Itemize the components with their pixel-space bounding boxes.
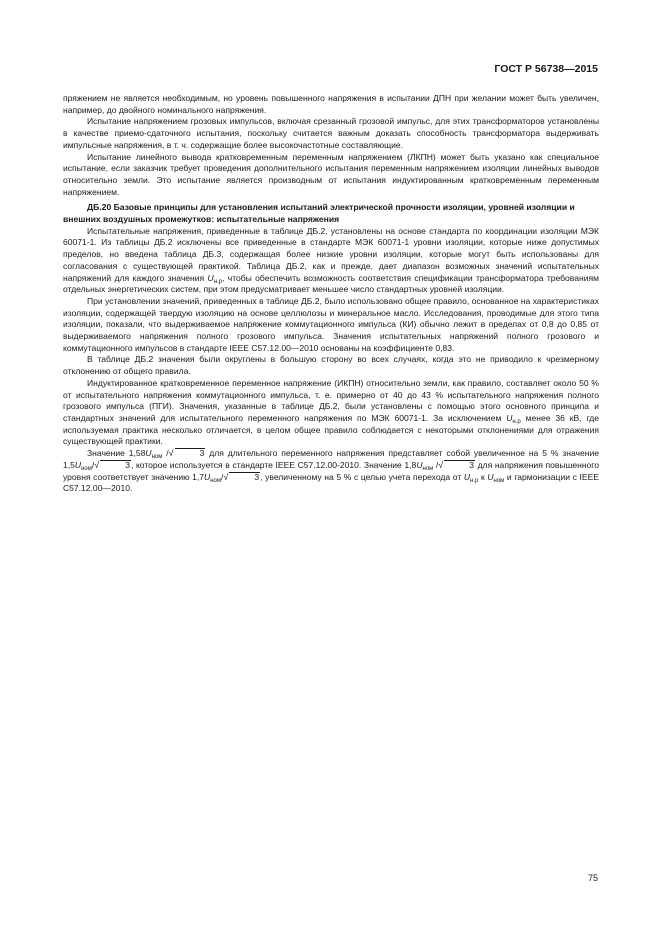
sqrt-symbol: √	[438, 459, 444, 470]
paragraph-general-rule: При установлении значений, приведенных в таблице ДБ.2, было использовано общее правило, основанное на характеристиках изоляции, содержащей твердую изоляцию на основе целлюлозы и минеральное масло. Исследования, проводимые для этого типа изоляции, показали, что выдерживаемое напряжение коммутационного импульса (КИ) обычно лежит в пределах от 0,8 до 0,85 от выдерживаемого напряжения полного грозового импульса. Значения испытательных напряжений полного грозового и коммутационного импульсов в стандарте IEEE C57.12.00—2010 основаны на коэффициенте 0,83.	[63, 295, 599, 353]
paragraph-lkpn-test: Испытание линейного вывода кратковременным переменным напряжением (ЛКПН) может быть указано как специальное испытание, если заказчик требует проведения дополнительного испытания переменным напряжением изоляции линейных выводов относительно земли. Это испытание является производным от испытания индуктированным кратковременным переменным напряжением.	[63, 151, 599, 197]
voltage-subscript: н.р	[213, 278, 223, 285]
paragraph-test-voltages: Испытательные напряжения, приведенные в таблице ДБ.2, установлены на основе стандарта по координации изоляции МЭК 60071-1. Из таблицы ДБ.2 исключены все приведенные в стандарте МЭК 60071-1 уровни изоляции, которые ниже допустимых пределов, но введена таблица ДБ.3, содержащая более низкие уровни изоляции, которые могут быть использованы для согласования с существующей практикой. Таблица ДБ.2, как и прежде, дает диапазон возможных значений испытательных напряжений для каждого значения $U_{н.р}$, чтобы обеспечить возможность соответствия спецификации трансформатора требованиям отдельных энергетических систем, при этом предусматривает меньшее число стандартных уровней изоляции.	[63, 225, 599, 295]
sqrt-symbol: √	[223, 471, 229, 482]
document-body	[63, 93, 599, 495]
paragraph-values-formula: Значение $1,58U_{ном}$ /√ 3 для длительного переменного напряжения представляет собой увеличенное на 5 % значение $1,5U_{ном}/√$ 3, которое используется в стандарте IEEE C57.12.00-2010. Значение $1,8U_{ном}$ /√ 3 для напряжения повышенного уровня соответствует значению $1,7U_{ном}/√$ 3, увеличенному на 5 % с целью учета перехода от $U_{н.р}$ к $U_{ном}$ и гармонизации с IEEE C57.12.00—2010.	[63, 448, 599, 494]
voltage-subscript: н.р	[512, 418, 521, 425]
paragraph-continuation: пряжением не является необходимым, но уровень повышенного напряжения в испытании ДПН при желании может быть увеличен, например, до двойного номинального напряжения.	[63, 93, 599, 115]
document-id-header: ГОСТ Р 56738—2015	[494, 63, 598, 75]
paragraph-rounding: В таблице ДБ.2 значения были округлены в большую сторону во всех случаях, когда это не приводило к чрезмерному отклонению от общего правила.	[63, 354, 599, 377]
paragraph-impulse-test: Испытание напряжением грозовых импульсов, включая срезанный грозовой импульс, для этих трансформаторов установлены в качестве приемо-сдаточного испытания, поскольку считается важным доказать способность трансформатора выдерживать импульсные напряжения, в т. ч. содержащие более высокочастотные составляющие.	[63, 116, 599, 150]
voltage-symbol: U	[506, 412, 513, 423]
paragraph-ikpn: Индуктированное кратковременное переменное напряжение (ИКПН) относительно земли, как правило, составляет около 50 % от испытательного напряжения коммутационного импульса, т. е. примерно от 40 до 43 % испытательного напряжения полного грозового импульса (ПГИ). Значения, указанные в таблице ДБ.2, были установлены с помощью этого основного принципа и стандартных значений для испытательного переменного напряжения по МЭК 60071-1. За исключением $U_{н.р}$ менее 36 кВ, где используемая практика несколько отличается, в целом общее правило соблюдается с некоторыми отклонениями для отражения существующей практики.	[63, 377, 599, 447]
section-heading-db20: ДБ.20 Базовые принципы для установления испытаний электрической прочности изоляции, уровней изоляции и внешних воздушных промежутков: испытательные напряжения	[63, 202, 575, 225]
voltage-symbol: U	[207, 272, 214, 283]
sqrt-symbol: √	[94, 459, 100, 470]
sqrt-symbol: √	[168, 448, 174, 459]
page-number: 75	[587, 873, 598, 883]
